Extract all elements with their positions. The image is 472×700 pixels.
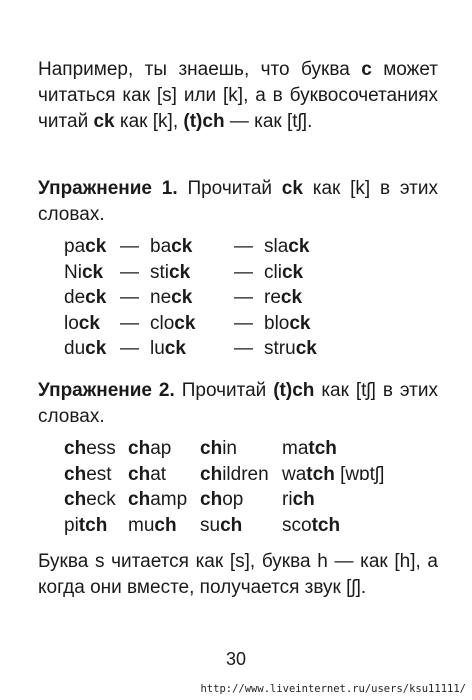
word [282, 487, 315, 513]
word-stem: re [264, 287, 281, 308]
word [64, 311, 120, 337]
word-stem: clo [150, 312, 175, 334]
word [264, 260, 303, 286]
word-row [64, 234, 317, 260]
word-letters-bold: ch [128, 463, 151, 485]
word [200, 487, 282, 513]
word-letters: wa [282, 463, 307, 485]
word-ending: ck [289, 312, 311, 334]
word-stem: lu [150, 338, 165, 359]
word-letters: in [222, 438, 237, 459]
dash-separator: — [120, 287, 139, 308]
exercise-1-text: как [k] в этих словах. [38, 178, 438, 225]
word-stem: ne [150, 287, 172, 308]
word [128, 436, 200, 462]
dash-separator: — [234, 236, 253, 257]
word-ending: ck [288, 236, 310, 257]
exercise-2-text: как [tʃ] в этих словах. [38, 380, 438, 427]
word-letters-bold: ch [200, 489, 223, 510]
word [64, 436, 128, 462]
word [64, 462, 128, 488]
word-letters: mu [128, 514, 155, 536]
closing-paragraph: Буква s читается как [s], буква h — как [h], а когда они вместе, получается звук [ʃ]. [38, 551, 438, 598]
exercise-1-text: Прочитай [177, 178, 282, 199]
word-row [64, 260, 317, 286]
word [64, 513, 128, 539]
word [128, 487, 200, 513]
word-ending: ck [81, 261, 104, 283]
word-ending: ck [171, 287, 193, 308]
word-stem: pa [64, 236, 86, 257]
source-url: http://www.liveinternet.ru/users/ksu11111/ [200, 683, 466, 695]
word-row [64, 487, 384, 513]
word-letters-bold: ch [154, 514, 177, 536]
word-letters: eck [86, 489, 116, 510]
word [150, 234, 234, 260]
word [128, 462, 200, 488]
word-stem: cli [264, 261, 282, 283]
intro-text: может читаться как [s] или [k], а в буквосочетаниях читай [38, 59, 438, 132]
word-row [64, 436, 384, 462]
word-ending: ck [295, 338, 317, 359]
intro-text: — как [tʃ]. [224, 111, 313, 132]
word-letters: ap [150, 438, 172, 459]
word-stem: blo [264, 312, 290, 334]
word [150, 336, 234, 362]
word-letters: amp [150, 489, 188, 510]
word [64, 260, 120, 286]
exercise-2-title: Упражнение 2. [38, 380, 175, 401]
word-letters-bold: ch [128, 489, 151, 510]
word-stem: lo [64, 312, 79, 334]
word-ending: ck [169, 261, 191, 283]
word-letters: sco [282, 514, 312, 536]
exercise-1-bold: ck [281, 178, 303, 199]
word-letters: ess [86, 438, 116, 459]
dash-separator: — [120, 236, 139, 257]
word-stem: sla [264, 236, 289, 257]
word [150, 260, 234, 286]
word-letters: op [222, 489, 244, 510]
word-letters-bold: tch [311, 514, 341, 536]
word-row [64, 285, 317, 311]
word [64, 234, 120, 260]
word-ending: ck [280, 287, 303, 308]
word-row [64, 462, 384, 488]
word [150, 311, 234, 337]
word-ending: ck [85, 338, 107, 359]
word-letters-bold: ch [128, 438, 151, 459]
word-letters: ildren [222, 463, 269, 485]
word [264, 336, 317, 362]
word-ending: ck [171, 236, 193, 257]
word [128, 513, 200, 539]
word-letters: ri [282, 489, 293, 510]
word-stem: stru [264, 338, 296, 359]
word [64, 336, 120, 362]
word-letters: su [200, 514, 221, 536]
dash-separator: — [234, 287, 253, 308]
dash-separator: — [120, 312, 139, 334]
dash-separator: — [234, 261, 253, 283]
word-row [64, 311, 317, 337]
word [282, 436, 337, 462]
dash-separator: — [234, 312, 253, 334]
word-stem: du [64, 338, 86, 359]
word-ending: ck [164, 338, 186, 359]
word-letters-bold: ch [292, 489, 315, 510]
word [200, 436, 282, 462]
word-stem: ba [150, 236, 172, 257]
word-ending: ck [174, 312, 196, 334]
word-row [64, 336, 317, 362]
word-row [64, 513, 384, 539]
word-letters: pi [64, 514, 79, 536]
word [64, 285, 120, 311]
word [200, 462, 282, 488]
page-number: 30 [225, 649, 247, 669]
exercise-2-heading [38, 378, 438, 430]
word-ending: ck [78, 312, 100, 334]
word-letters-bold: tch [306, 463, 335, 485]
intro-text: Например, ты знаешь, что буква [38, 59, 362, 80]
exercise-1-word-list [64, 234, 317, 362]
intro-bold: ck [93, 111, 115, 132]
word [150, 285, 234, 311]
word-ending: ck [85, 236, 107, 257]
word-letters-bold: ch [64, 489, 87, 510]
dash-separator: — [120, 338, 139, 359]
dash-separator: — [120, 261, 139, 283]
word-ending: ck [85, 287, 107, 308]
word-letters-bold: ch [220, 514, 243, 536]
word-letters-bold: ch [64, 438, 87, 459]
word-letters-bold: ch [200, 463, 223, 485]
word-ending: ck [281, 261, 304, 283]
word-letters: ma [282, 438, 309, 459]
word [64, 487, 128, 513]
exercise-2-text: Прочитай [174, 380, 274, 401]
word [282, 513, 340, 539]
word-letters-bold: ch [200, 438, 223, 459]
word-letters: [wɒtʃ] [334, 463, 385, 485]
word-letters-bold: ch [64, 463, 87, 485]
word [200, 513, 282, 539]
word [264, 234, 309, 260]
word-stem: Ni [64, 261, 82, 283]
word-stem: sti [150, 261, 169, 283]
exercise-1-title: Упражнение 1. [38, 178, 178, 199]
exercise-1-heading [38, 176, 438, 228]
dash-separator: — [234, 338, 253, 359]
word-letters: at [150, 463, 167, 485]
intro-paragraph [38, 57, 438, 135]
intro-bold: c [361, 59, 372, 80]
word-letters-bold: tch [78, 514, 108, 536]
word-letters: est [86, 463, 112, 485]
word [264, 311, 311, 337]
word [282, 462, 384, 488]
intro-text: как [k], [114, 111, 184, 132]
exercise-2-word-grid [64, 436, 384, 538]
word [264, 285, 302, 311]
word-stem: de [64, 287, 86, 308]
intro-bold: (t)ch [183, 111, 225, 132]
word-letters-bold: tch [308, 438, 337, 459]
exercise-2-bold: (t)ch [273, 380, 315, 401]
